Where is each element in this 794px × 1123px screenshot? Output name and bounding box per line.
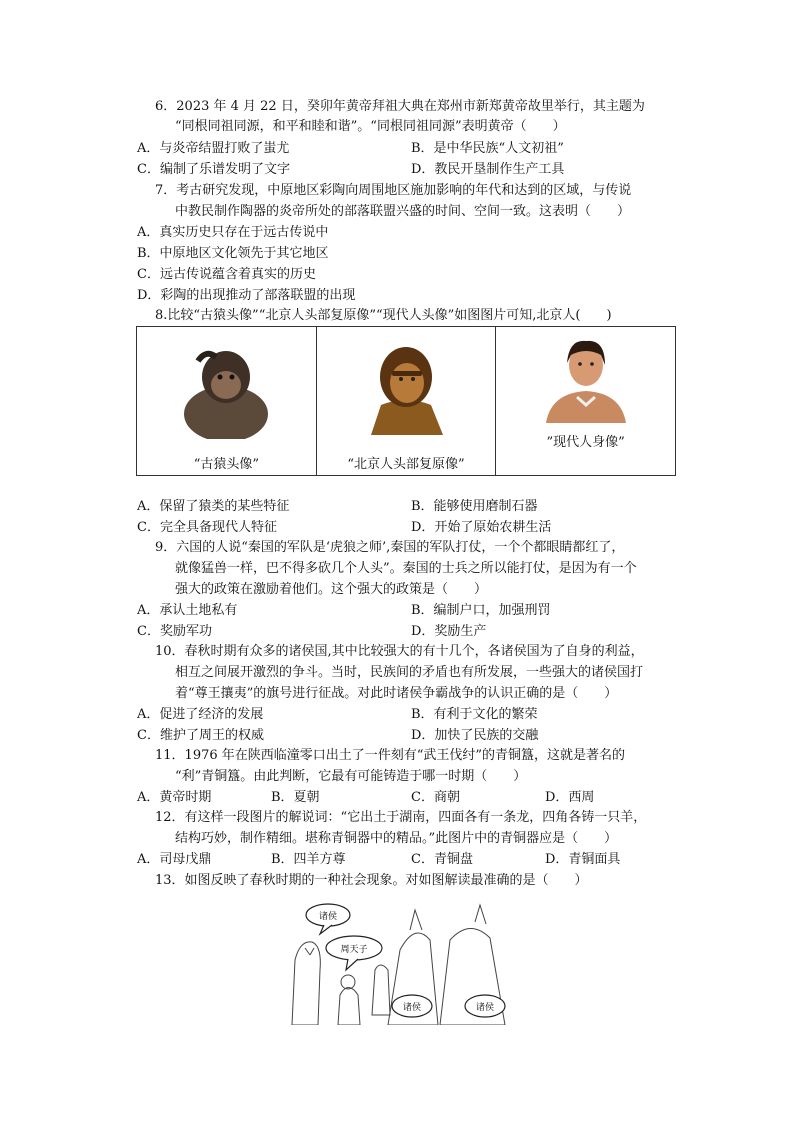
q6-option-a: A．与炎帝结盟打败了蚩尤: [137, 141, 290, 156]
q11-stem-line2: “利”青铜簋。由此判断，它最有可能铸造于哪一时期（ ）: [175, 769, 527, 784]
q8-image-table: [136, 326, 676, 476]
q7-stem-line2: 中教民制作陶器的炎帝所处的部落联盟兴盛的时间、空间一致。这表明（ ）: [175, 204, 631, 219]
ape-head-image: [176, 339, 276, 439]
q9-option-d: D．奖励生产: [411, 624, 487, 639]
q12-option-b: B．四羊方尊: [271, 852, 346, 867]
q12-stem-line2: 结构巧妙，制作精细。堪称青铜器中的精品。”此图片中的青铜器应是（ ）: [175, 831, 618, 846]
q12-option-c: C．青铜盘: [411, 852, 473, 867]
q6-option-c: C．编制了乐谱发明了文字: [137, 162, 290, 177]
q9-option-b: B．编制户口，加强刑罚: [411, 603, 551, 618]
bubble-text-1: 诸侯: [318, 912, 338, 922]
q9-option-c: C．奖励军功: [137, 624, 212, 639]
modern-human-caption: ”现代人身像”: [546, 435, 625, 450]
q10-stem-line3: 着“尊王攘夷”的旗号进行征战。对此时诸侯争霸战争的认识正确的是（ ）: [175, 686, 618, 701]
q9-option-a: A．承认土地私有: [137, 603, 238, 618]
q10-stem-line1: 10．春秋时期有众多的诸侯国,其中比较强大的有十几个，各诸侯国为了自身的利益，: [155, 644, 644, 659]
peking-man-caption: “北京人头部复原像”: [347, 457, 465, 472]
q13-cartoon-image: [280, 900, 520, 1025]
modern-human-cell: [496, 327, 675, 475]
q12-option-a: A．司母戊鼎: [137, 852, 212, 867]
q7-option-a: A．真实历史只存在于远古传说中: [137, 225, 329, 240]
q6-stem-line2: “同根同祖同源，和平和睦和谐”。“同根同祖同源”表明黄帝（ ）: [175, 119, 566, 134]
q10-option-d: D．加快了民族的交融: [411, 728, 539, 743]
q8-option-b: B．能够使用磨制石器: [411, 499, 538, 514]
q10-option-b: B．有利于文化的繁荣: [411, 707, 538, 722]
q9-stem-line3: 强大的政策在激励着他们。这个强大的政策是（ ）: [175, 582, 488, 597]
q10-option-c: C．维护了周王的权威: [137, 728, 264, 743]
q12-stem-line1: 12．有这样一段图片的解说词：“它出土于湖南，四面各有一条龙，四角各铸一只羊，: [155, 810, 647, 825]
q12-option-d: D．青铜面具: [545, 852, 621, 867]
q9-stem-line1: 9．六国的人说“秦国的军队是‘虎狼之师’,秦国的军队打仗，一个个都眼睛都红了，: [155, 540, 625, 555]
q11-option-a: A．黄帝时期: [137, 790, 212, 805]
q7-option-b: B．中原地区文化领先于其它地区: [137, 246, 329, 261]
bubble-text-2: 周天子: [340, 945, 368, 955]
q6-option-b: B．是中华民族“人文初祖”: [411, 141, 564, 156]
ape-head-caption: “古猿头像”: [193, 457, 259, 472]
q7-option-d: D．彩陶的出现推动了部落联盟的出现: [137, 288, 356, 303]
bubble-text-4: 诸侯: [475, 1003, 495, 1013]
peking-man-cell: [317, 327, 497, 475]
q11-option-d: D．西周: [545, 790, 595, 805]
q7-option-c: C．远古传说蕴含着真实的历史: [137, 267, 316, 282]
q6-option-d: D．教民开垦制作生产工具: [411, 162, 565, 177]
cartoon-bubble-bottom-left: [392, 995, 432, 1017]
q8-option-c: C．完全具备现代人特征: [137, 520, 277, 535]
q8-stem-line1: 8.比较“古猿头像”“北京人头部复原像”“现代人头像”如图图片可知,北京人( ): [155, 308, 612, 323]
ape-head-cell: [137, 327, 317, 475]
q8-option-a: A．保留了猿类的某些特征: [137, 499, 290, 514]
bubble-text-3: 诸侯: [402, 1003, 422, 1013]
cartoon-bubble-bottom-right: [465, 995, 505, 1017]
cartoon-bubble-center: [326, 936, 382, 970]
q10-stem-line2: 相互之间展开激烈的争斗。当时，民族间的矛盾也有所发展，一些强大的诸侯国打: [175, 665, 644, 680]
cartoon-bubble-top-left: [306, 904, 350, 934]
q11-option-c: C．商朝: [411, 790, 460, 805]
q6-stem-line1: 6．2023 年 4 月 22 日，癸卯年黄帝拜祖大典在郑州市新郑黄帝故里举行，其主题为: [155, 99, 645, 114]
peking-man-image: [361, 335, 451, 440]
q8-option-d: D．开始了原始农耕生活: [411, 520, 552, 535]
q13-stem-line1: 13．如图反映了春秋时期的一种社会现象。对如图解读最准确的是（ ）: [155, 873, 588, 888]
q11-option-b: B．夏朝: [271, 790, 320, 805]
q10-option-a: A．促进了经济的发展: [137, 707, 264, 722]
q9-stem-line2: 就像猛兽一样，巴不得多砍几个人头”。秦国的士兵之所以能打仗，是因为有一个: [175, 561, 637, 576]
modern-human-image: [541, 333, 631, 423]
q7-stem-line1: 7．考古研究发现，中原地区彩陶向周围地区施加影响的年代和达到的区域，与传说: [155, 183, 632, 198]
q11-stem-line1: 11．1976 年在陕西临潼零口出土了一件刻有“武王伐纣”的青铜簋，这就是著名的: [155, 748, 626, 763]
